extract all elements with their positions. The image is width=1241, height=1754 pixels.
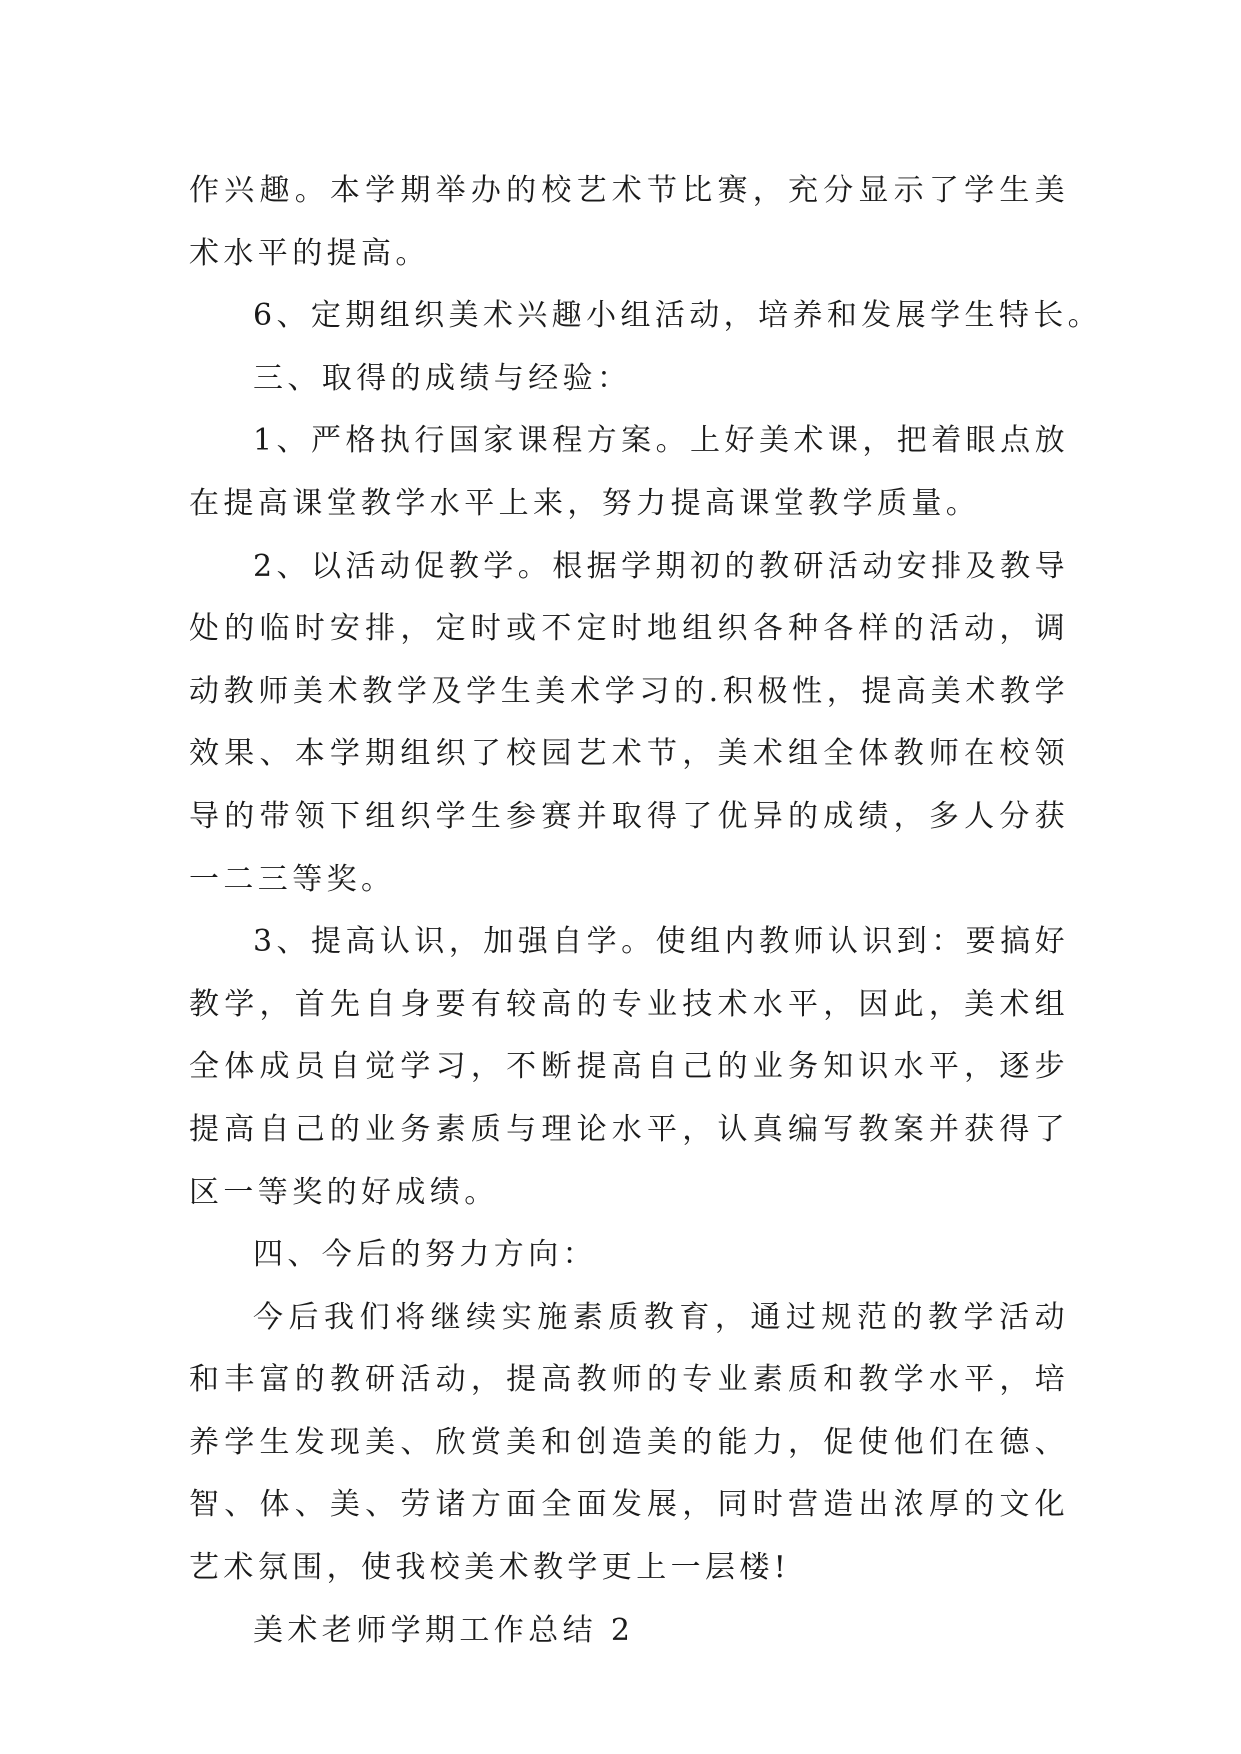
next-document-title: 美术老师学期工作总结 2: [253, 1612, 635, 1648]
paragraph-achievement-1: 1、严格执行国家课程方案。上好美术课，把着眼点放在提高课堂教学水平上来，努力提高课堂教学质量。: [189, 423, 1069, 521]
paragraph-intro-continuation: 作兴趣。本学期举办的校艺术节比赛，充分显示了学生美术水平的提高。: [189, 173, 1069, 271]
paragraph-future-direction: 今后我们将继续实施素质教育，通过规范的教学活动和丰富的教研活动，提高教师的专业素质和教学水平，培养学生发现美、欣赏美和创造美的能力，促使他们在德、智、体、美、劳诸方面全面发展，同时营造出浓厚的文化艺术氛围，使我校美术教学更上一层楼!: [189, 1299, 1069, 1586]
document-body: [189, 160, 1103, 1662]
section-heading-achievements: 三、取得的成绩与经验：: [253, 360, 632, 396]
paragraph-item-6: 6、定期组织美术兴趣小组活动，培养和发展学生特长。: [253, 298, 1103, 334]
paragraph-achievement-2: 2、以活动促教学。根据学期初的教研活动安排及教导处的临时安排，定时或不定时地组织各种各样的活动，调动教师美术教学及学生美术学习的.积极性，提高美术教学效果、本学期组织了校园艺术节，美术组全体教师在校领导的带领下组织学生参赛并取得了优异的成绩，多人分获一二三等奖。: [189, 548, 1069, 897]
paragraph-achievement-3: 3、提高认识，加强自学。使组内教师认识到：要搞好教学，首先自身要有较高的专业技术水平，因此，美术组全体成员自觉学习，不断提高自己的业务知识水平，逐步提高自己的业务素质与理论水平，认真编写教案并获得了区一等奖的好成绩。: [189, 924, 1069, 1210]
section-heading-future: 四、今后的努力方向：: [253, 1237, 597, 1273]
